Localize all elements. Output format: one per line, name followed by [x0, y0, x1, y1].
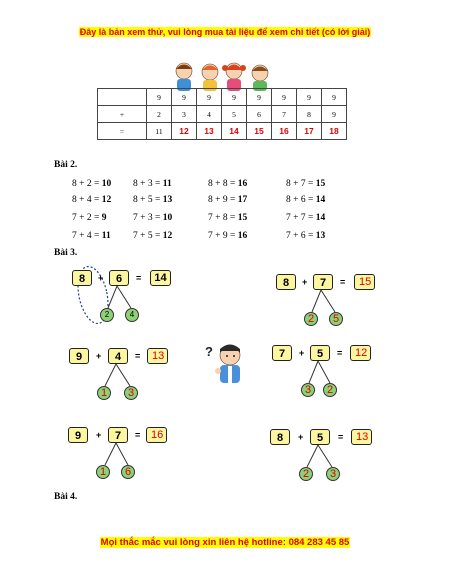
- split-circle: 2: [299, 467, 313, 481]
- equation: 8 + 5 = 13: [133, 195, 173, 205]
- split-circle: 6: [121, 465, 135, 479]
- addend-box: 9: [68, 427, 88, 443]
- split-circle: 5: [329, 312, 343, 326]
- preview-notice: Đây là bản xem thử, vui lòng mua tài liệu để xem chi tiết (có lời giải): [79, 27, 371, 37]
- thinking-boy-illustration: [204, 338, 248, 388]
- addend-box: 7: [313, 274, 333, 290]
- decompose-exercise: [276, 274, 406, 339]
- split-circle: 4: [125, 308, 139, 322]
- addend-box: 7: [272, 345, 292, 361]
- equation: 8 + 9 = 17: [208, 195, 248, 205]
- result-box: 16: [146, 427, 167, 443]
- table-row: 9 9 9 9 9 9 9 9: [98, 89, 347, 106]
- split-circle: 2: [100, 308, 114, 322]
- addend-box: 6: [109, 270, 129, 286]
- result-box: 15: [354, 274, 375, 290]
- plus-sign: +: [96, 430, 102, 440]
- equation: 7 + 9 = 16: [208, 231, 248, 241]
- decompose-exercise: [272, 345, 402, 410]
- addend-box: 9: [69, 348, 89, 364]
- bai4-title: Bài 4.: [54, 492, 78, 502]
- result-box: 14: [150, 270, 171, 286]
- split-circle: 2: [304, 312, 318, 326]
- result-box: 13: [351, 429, 372, 445]
- children-illustration: [168, 58, 278, 92]
- table-row: + 2 3 4 5 6 7 8 9: [98, 106, 347, 123]
- table-row: = 11 12 13 14 15 16 17 18: [98, 123, 347, 140]
- equals-sign: =: [337, 348, 343, 358]
- split-circle: 1: [97, 386, 111, 400]
- hotline-notice: Mọi thắc mắc vui lòng xin liên hệ hotline: 084 283 45 85: [100, 537, 350, 548]
- equation: 7 + 7 = 14: [286, 213, 326, 223]
- plus-sign: +: [96, 351, 102, 361]
- split-circle: 3: [124, 386, 138, 400]
- split-circle: 1: [96, 465, 110, 479]
- addend-box: 4: [108, 348, 128, 364]
- equation: 8 + 7 = 15: [286, 179, 326, 189]
- decompose-exercise: [270, 429, 400, 494]
- decompose-exercise: [72, 270, 202, 335]
- equation: 8 + 8 = 16: [208, 179, 248, 189]
- split-circle: 3: [326, 467, 340, 481]
- bai3-title: Bài 3.: [54, 248, 78, 258]
- equation: 7 + 8 = 15: [208, 213, 248, 223]
- bai2-title: Bài 2.: [54, 160, 78, 170]
- split-circle: 2: [323, 383, 337, 397]
- equals-sign: =: [135, 351, 141, 361]
- equals-sign: =: [135, 430, 141, 440]
- addend-box: 5: [310, 429, 330, 445]
- result-box: 13: [147, 348, 168, 364]
- addend-box: 5: [310, 345, 330, 361]
- equation: 8 + 6 = 14: [286, 195, 326, 205]
- equation: 7 + 6 = 13: [286, 231, 326, 241]
- equals-sign: =: [136, 273, 142, 283]
- split-circle: 3: [301, 383, 315, 397]
- equals-sign: =: [340, 277, 346, 287]
- equation: 7 + 5 = 12: [133, 231, 173, 241]
- equation: 7 + 2 = 9: [72, 213, 107, 223]
- svg-text:?: ?: [205, 344, 213, 359]
- decompose-exercise: [69, 348, 199, 413]
- equation: 7 + 3 = 10: [133, 213, 173, 223]
- plus-sign: +: [98, 273, 104, 283]
- addend-box: 8: [276, 274, 296, 290]
- plus-sign: +: [298, 432, 304, 442]
- plus-sign: +: [302, 277, 308, 287]
- equation: 8 + 4 = 12: [72, 195, 112, 205]
- equation: 7 + 4 = 11: [72, 231, 111, 241]
- result-box: 12: [350, 345, 371, 361]
- addend-box: 8: [270, 429, 290, 445]
- addend-box: 8: [72, 270, 92, 286]
- addend-box: 7: [108, 427, 128, 443]
- decompose-exercise: [68, 427, 198, 492]
- plus-sign: +: [299, 348, 305, 358]
- equals-sign: =: [338, 432, 344, 442]
- equation: 8 + 2 = 10: [72, 179, 112, 189]
- addition-table: [97, 88, 347, 140]
- equation: 8 + 3 = 11: [133, 179, 172, 189]
